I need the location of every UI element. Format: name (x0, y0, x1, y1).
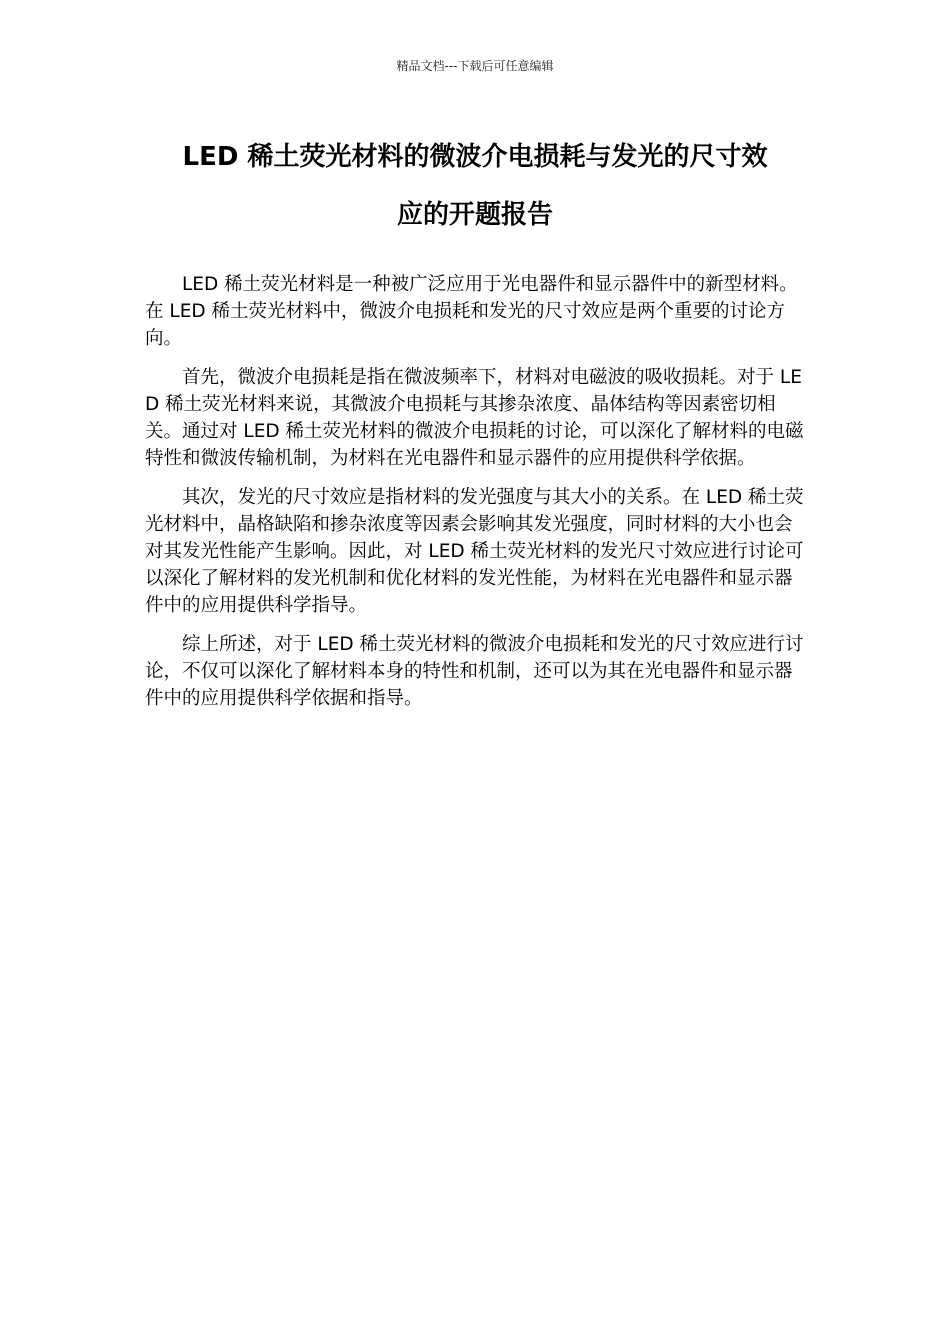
paragraph-conclusion: 综上所述，对于 LED 稀土荧光材料的微波介电损耗和发光的尺寸效应进行讨论，不仅可以深化了解材料本身的特性和机制，还可以为其在光电器件和显示器件中的应用提供科学依据和指导。 (145, 634, 804, 709)
document-body (145, 271, 805, 724)
header-note: 精品文档---下载后可任意编辑 (396, 59, 554, 73)
title-line-1: LED 稀土荧光材料的微波介电损耗与发光的尺寸效 (182, 142, 768, 172)
paragraph-dielectric-loss: 首先，微波介电损耗是指在微波频率下，材料对电磁波的吸收损耗。对于 LED 稀土荧光材料来说，其微波介电损耗与其掺杂浓度、晶体结构等因素密切相关。通过对 LED 稀土荧光材料的微波介电损耗的讨论，可以深化了解材料的电磁特性和微波传输机制，为材料在光电器件和显示器件的应用提供科学依据。 (145, 367, 804, 469)
title-line-2: 应的开题报告 (396, 200, 553, 230)
document-title (145, 128, 805, 244)
paragraph-intro: LED 稀土荧光材料是一种被广泛应用于光电器件和显示器件中的新型材料。在 LED 稀土荧光材料中，微波介电损耗和发光的尺寸效应是两个重要的讨论方向。 (145, 274, 798, 349)
paragraph-size-effect: 其次，发光的尺寸效应是指材料的发光强度与其大小的关系。在 LED 稀土荧光材料中，晶格缺陷和掺杂浓度等因素会影响其发光强度，同时材料的大小也会对其发光性能产生影响。因此，对 LED 稀土荧光材料的发光尺寸效应进行讨论可以深化了解材料的发光机制和优化材料的发光性能，为材料在光电器件和显示器件中的应用提供科学指导。 (145, 487, 804, 616)
